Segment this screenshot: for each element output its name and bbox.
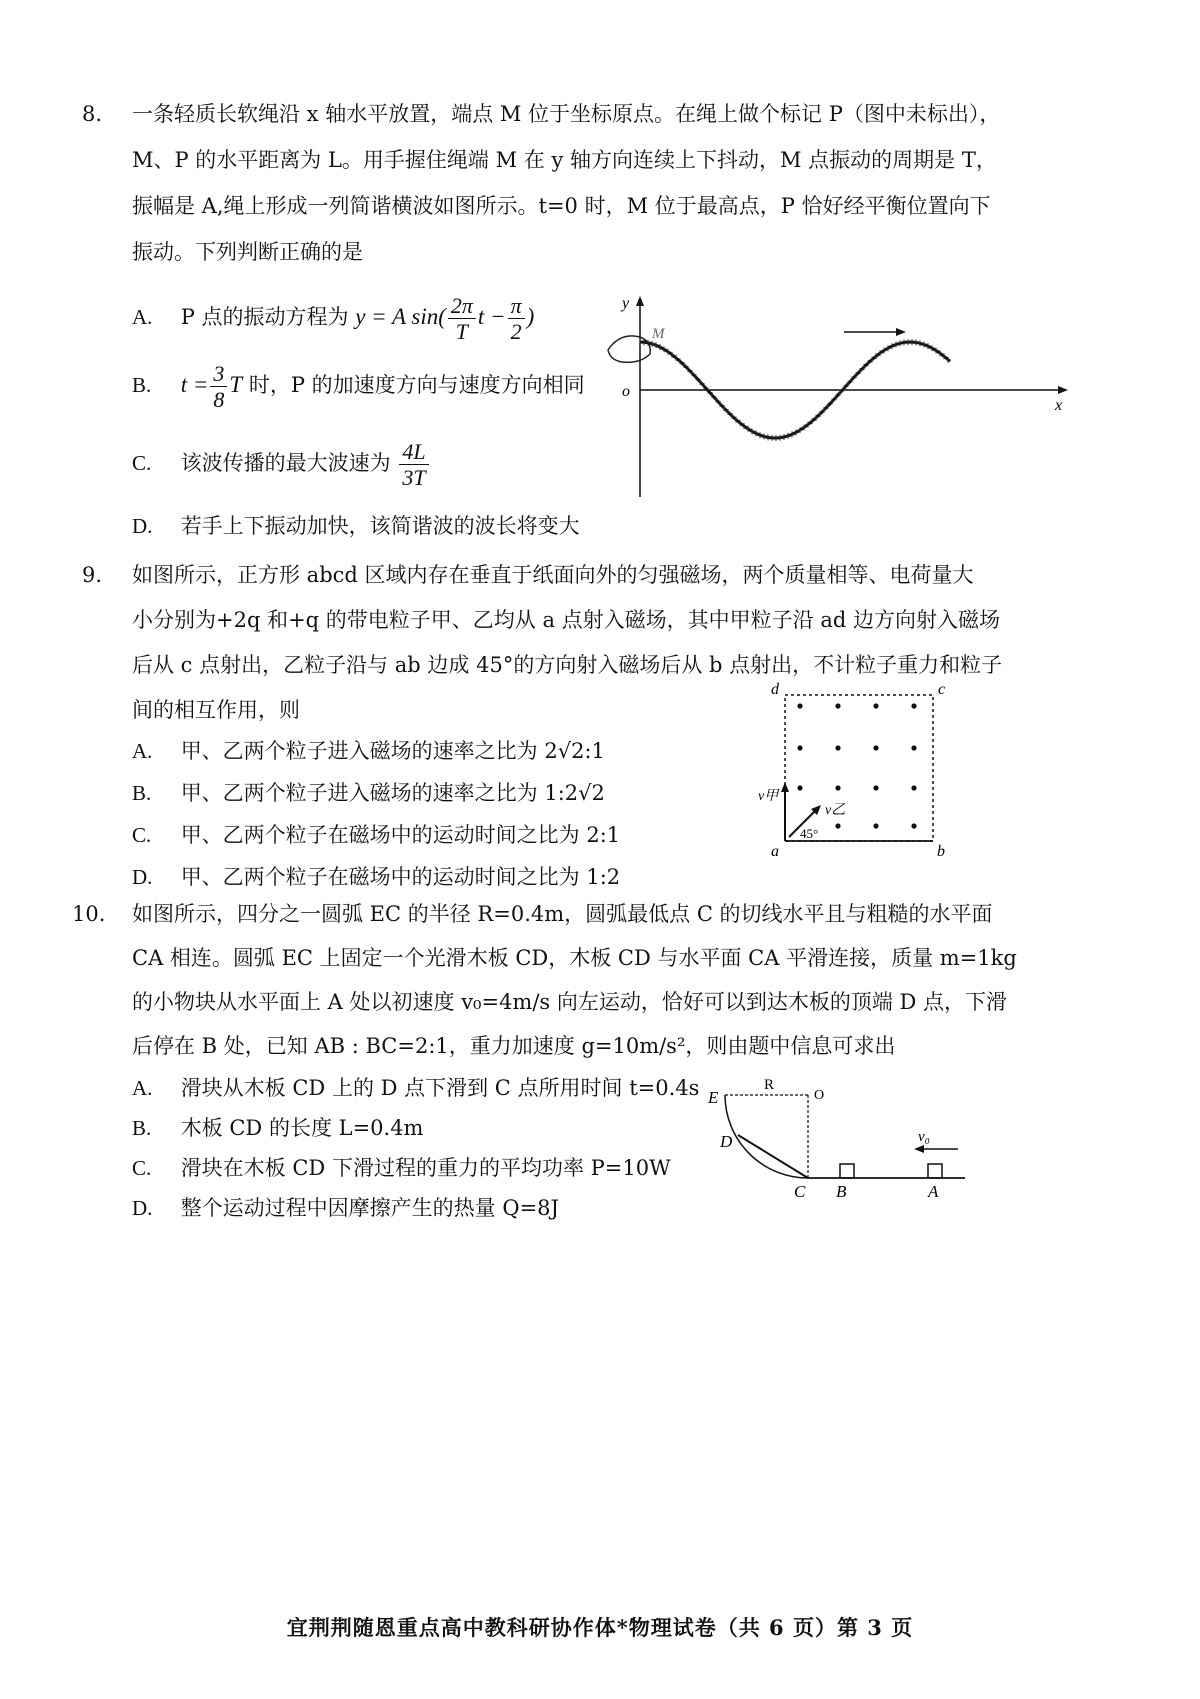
board-cd (738, 1135, 808, 1178)
v0-label: v₀ (918, 1129, 930, 1145)
option-label: C. (132, 823, 152, 847)
option-c[interactable] (132, 440, 431, 489)
question-text-line: 如图所示，正方形 abcd 区域内存在垂直于纸面向外的匀强磁场，两个质量相等、电荷量大 (132, 563, 974, 587)
question-text-line: 振动。下列判断正确的是 (132, 240, 363, 264)
corner-a-label: a (771, 843, 779, 860)
field-dot (797, 785, 802, 790)
option-text: 甲、乙两个粒子进入磁场的速率之比为 1:2√2 (180, 781, 605, 805)
option-text: 整个运动过程中因摩擦产生的热量 Q=8J (180, 1196, 559, 1220)
option-label: C. (132, 450, 152, 475)
page-footer: 宜荆荆随恩重点高中教科研协作体*物理试卷（共 6 页）第 3 页 (286, 1615, 914, 1640)
option-label: D. (132, 514, 153, 538)
point-c-label: C (794, 1182, 806, 1201)
x-axis-label: x (1055, 397, 1063, 414)
question-text-line: 一条轻质长软绳沿 x 轴水平放置，端点 M 位于坐标原点。在绳上做个标记 P（图中未标出）， (132, 102, 1001, 126)
field-dot (797, 745, 802, 750)
radius-label: R (764, 1077, 775, 1093)
option-label: C. (132, 1156, 152, 1180)
question-text-line: 振幅是 A,绳上形成一列简谐横波如图所示。t=0 时，M 位于最高点，P 恰好经平衡位置向下 (132, 194, 991, 218)
field-dot (835, 785, 840, 790)
arc-track-figure (700, 1075, 980, 1205)
option-d[interactable] (132, 516, 580, 537)
option-a[interactable] (132, 294, 534, 343)
option-c[interactable] (132, 1158, 671, 1179)
field-dot (873, 703, 878, 708)
point-d-label: D (720, 1132, 733, 1151)
option-label: A. (132, 1076, 153, 1100)
question-text-line: 小分别为+2q 和+q 的带电粒子甲、乙均从 a 点射入磁场，其中甲粒子沿 ad 边方向射入磁场 (132, 608, 1000, 632)
field-dot (911, 703, 916, 708)
option-d[interactable] (132, 867, 620, 888)
y-axis-label: y (622, 295, 630, 312)
option-d[interactable] (132, 1198, 559, 1219)
angle-label: 45° (800, 826, 819, 841)
option-a[interactable] (132, 741, 605, 762)
field-dot (873, 745, 878, 750)
formula-render: t = $\frac{3}{8}$ T (180, 361, 243, 413)
corner-c-label: c (938, 681, 946, 698)
option-b[interactable] (132, 1118, 423, 1139)
option-label: B. (132, 1116, 152, 1140)
question-number: 9. (82, 563, 103, 587)
option-b[interactable] (132, 783, 605, 804)
question-text-line: 间的相互作用，则 (132, 698, 300, 722)
field-dot (797, 703, 802, 708)
wave-figure (600, 292, 1070, 507)
option-text: 若手上下振动加快，该简谐波的波长将变大 (180, 514, 580, 538)
origin-label: o (622, 383, 630, 400)
magnetic-field-figure (755, 680, 955, 860)
option-text: P 点的振动方程为 (180, 304, 349, 329)
field-dot (873, 823, 878, 828)
arc-ec (725, 1095, 808, 1178)
option-text: 该波传播的最大波速为 (180, 450, 391, 475)
option-label: D. (132, 1196, 153, 1220)
point-a-label: A (928, 1182, 939, 1201)
question-text-line: 如图所示，四分之一圆弧 EC 的半径 R=0.4m，圆弧最低点 C 的切线水平且与粗糙的水平面 (132, 902, 993, 926)
option-text: 滑块从木板 CD 上的 D 点下滑到 C 点所用时间 t=0.4s (180, 1076, 700, 1100)
field-dot (835, 823, 840, 828)
option-label: B. (132, 781, 152, 805)
point-b-label: B (836, 1182, 847, 1201)
question-text-line: CA 相连。圆弧 EC 上固定一个光滑木板 CD，木板 CD 与水平面 CA 平滑连接，质量 m=1kg (132, 946, 1017, 970)
question-text-line: 后从 c 点射出，乙粒子沿与 ab 边成 45°的方向射入磁场后从 b 点射出，不计粒子重力和粒子 (132, 653, 1003, 677)
question-text-line: M、P 的水平距离为 L。用手握住绳端 M 在 y 轴方向连续上下抖动，M 点振动的周期是 T， (132, 148, 997, 172)
option-text: 滑块在木板 CD 下滑过程的重力的平均功率 P=10W (180, 1156, 671, 1180)
v-jia-label: v甲 (758, 789, 779, 804)
option-c[interactable] (132, 825, 620, 846)
option-b[interactable] (132, 362, 585, 411)
corner-d-label: d (771, 681, 779, 698)
option-label: A. (132, 739, 153, 763)
v-yi-label: v乙 (825, 803, 846, 818)
question-number: 10. (72, 902, 106, 926)
field-dot (911, 823, 916, 828)
option-text: 甲、乙两个粒子在磁场中的运动时间之比为 1:2 (180, 865, 621, 889)
field-dot (835, 703, 840, 708)
field-dot (835, 745, 840, 750)
option-text: 木板 CD 的长度 L=0.4m (180, 1116, 424, 1140)
formula-render: $\frac{4L}{3T}$ (397, 450, 430, 475)
question-number: 8. (82, 102, 103, 126)
option-label: D. (132, 865, 153, 889)
block-at-a (928, 1164, 942, 1178)
field-dot (873, 785, 878, 790)
option-text: 甲、乙两个粒子在磁场中的运动时间之比为 2:1 (180, 823, 621, 847)
formula-render: y = A sin( $\frac{2\pi}{T}$ t − $\frac{\pi}{2}$ ) (355, 293, 535, 345)
option-a[interactable] (132, 1078, 699, 1099)
question-text-line: 的小物块从水平面上 A 处以初速度 v₀=4m/s 向左运动，恰好可以到达木板的顶端 D 点，下滑 (132, 990, 1008, 1014)
corner-b-label: b (937, 843, 945, 860)
option-text: 甲、乙两个粒子进入磁场的速率之比为 2√2:1 (180, 739, 605, 763)
field-dot (911, 785, 916, 790)
center-o-label: O (814, 1088, 825, 1103)
field-dot (911, 745, 916, 750)
question-text-line: 后停在 B 处，已知 AB : BC=2:1，重力加速度 g=10m/s²，则由题中信息可求出 (132, 1034, 896, 1058)
point-m-label: M (652, 326, 665, 342)
option-text: 时，P 的加速度方向与速度方向相同 (248, 372, 585, 397)
option-label: A. (132, 304, 153, 329)
option-label: B. (132, 372, 152, 397)
block-at-b (840, 1164, 854, 1178)
point-e-label: E (708, 1088, 719, 1107)
